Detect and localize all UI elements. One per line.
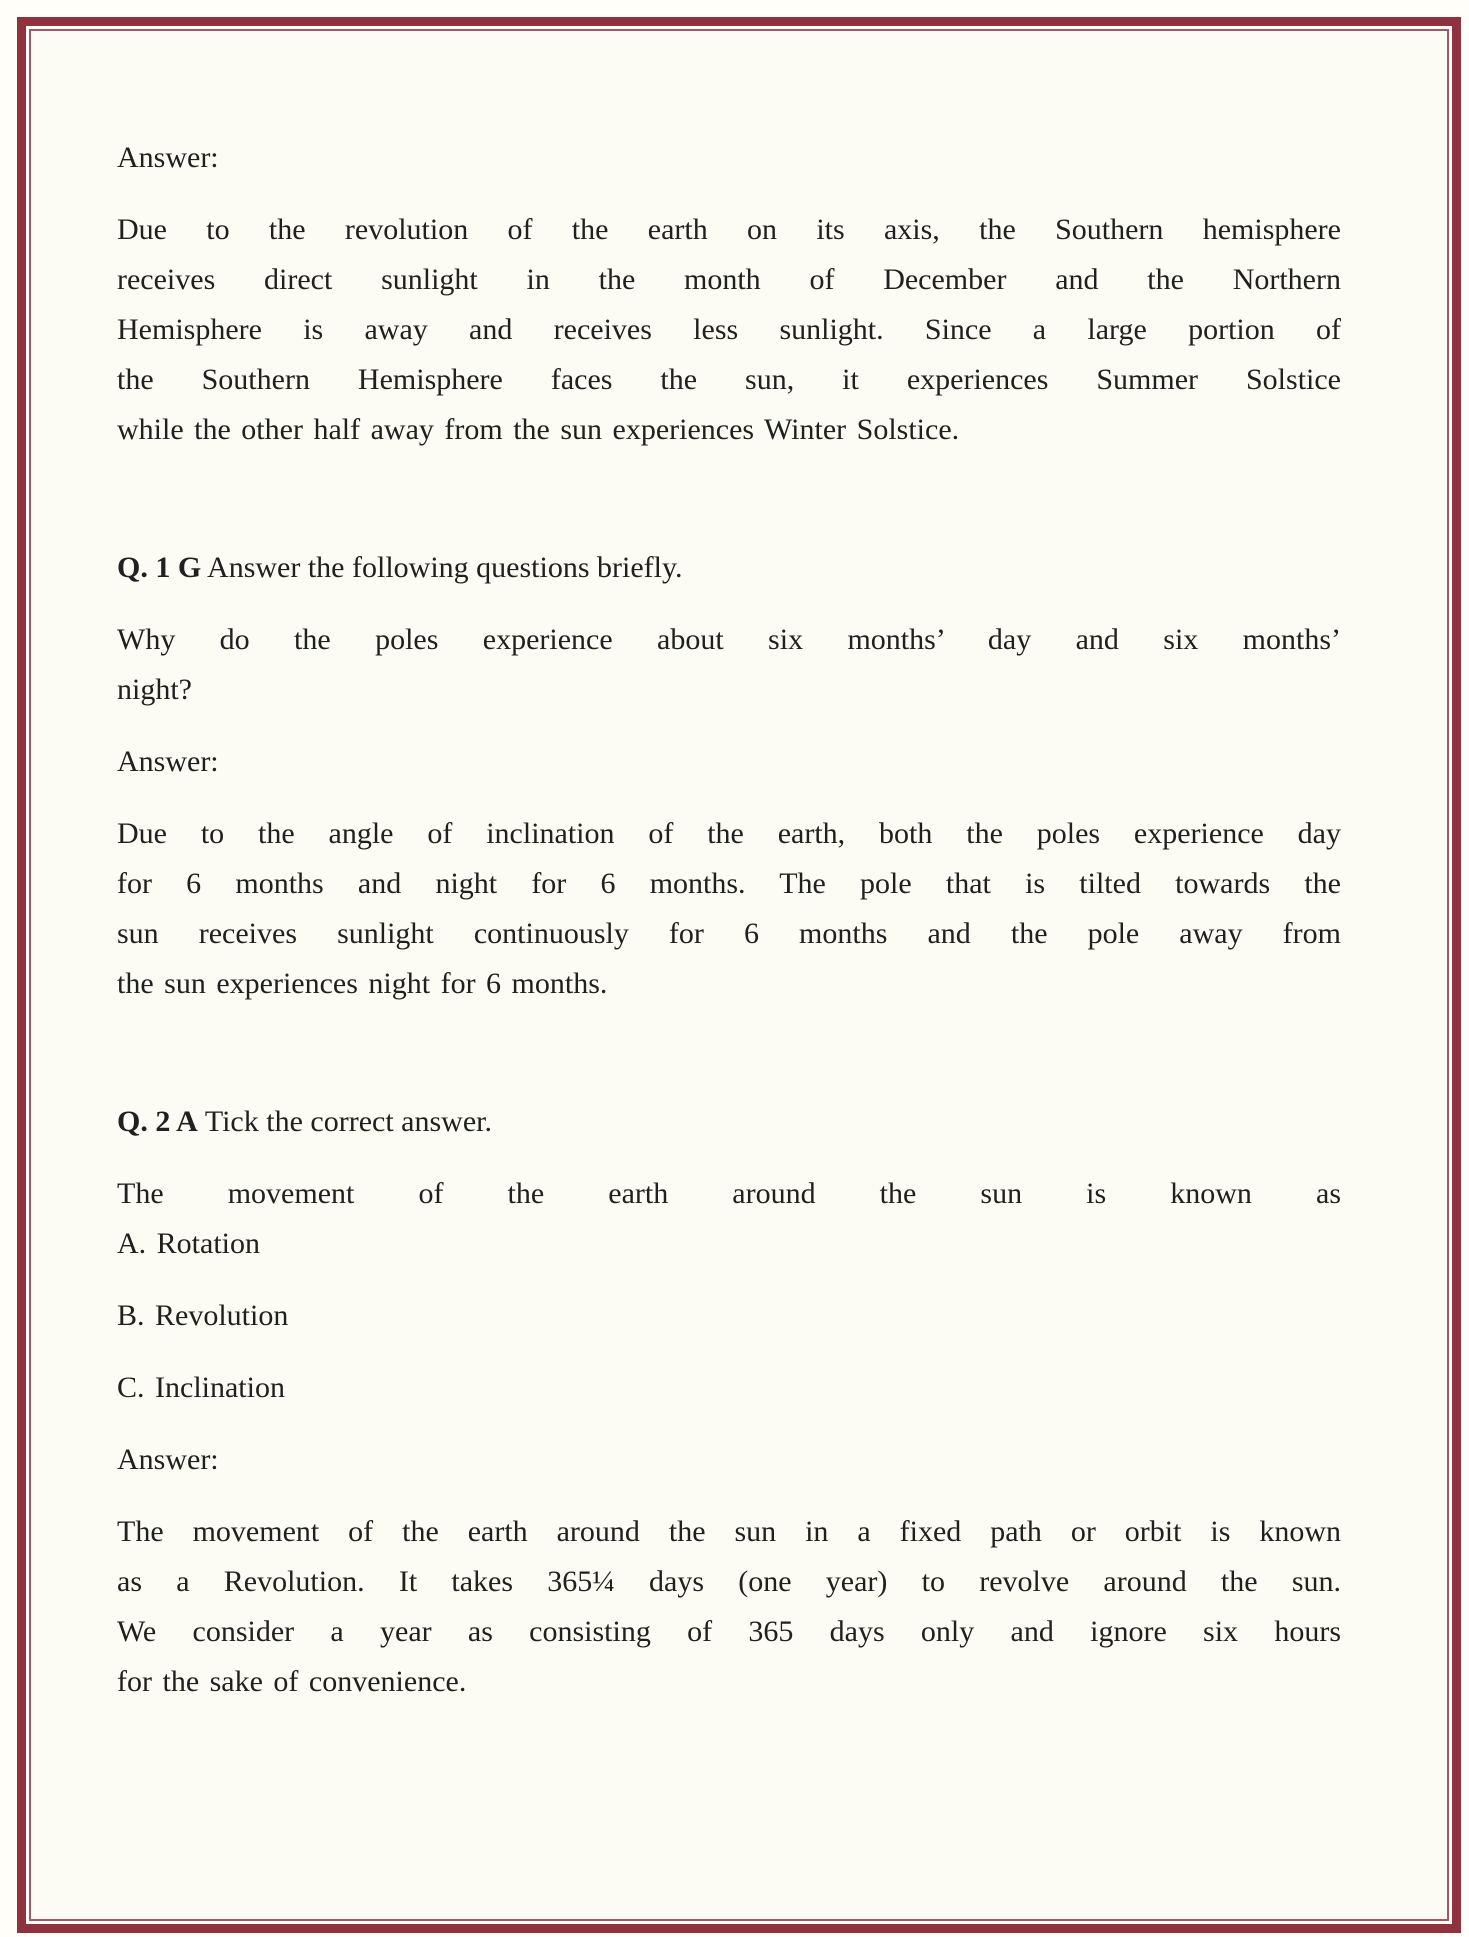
document-page-content [31,31,1447,1707]
text-line: for the sake of convenience. [117,1665,467,1698]
answer-label-text: Answer: [117,141,219,174]
text-line: night? [117,673,192,706]
question-heading-text: Answer the following questions briefly. [207,551,683,584]
text-line: receives direct sunlight in the month of December and the Northern [117,263,1341,296]
text-line: as a Revolution. It takes 365¼ days (one year) to revolve around the sun. [117,1565,1341,1598]
answer-paragraph-solstice [117,205,1341,455]
text-line: Due to the angle of inclination of the earth, both the poles experience day [117,817,1341,850]
question-heading-q2a [117,1097,1341,1147]
text-line: Hemisphere is away and receives less sunlight. Since a large portion of [117,313,1341,346]
question-text-movement [117,1169,1341,1269]
question-heading-q1g [117,543,1341,593]
answer-label [117,737,1341,787]
text-line: the Southern Hemisphere faces the sun, it experiences Summer Solstice [117,363,1341,396]
text-line: Due to the revolution of the earth on its axis, the Southern hemisphere [117,213,1341,246]
question-heading-text: Tick the correct answer. [204,1105,492,1138]
page-border-frame [17,17,1461,1933]
text-line: The movement of the earth around the sun in a fixed path or orbit is known [117,1515,1341,1548]
text-line: the sun experiences night for 6 months. [117,967,608,1000]
option-c [117,1363,1341,1413]
question-number: Q. 2 A [117,1105,198,1138]
answer-paragraph-poles [117,809,1341,1009]
option-a-text: A. Rotation [117,1227,260,1260]
answer-label-text: Answer: [117,745,219,778]
text-line: while the other half away from the sun experiences Winter Solstice. [117,413,960,446]
question-number: Q. 1 G [117,551,202,584]
text-line: sun receives sunlight continuously for 6 months and the pole away from [117,917,1341,950]
text-line: We consider a year as consisting of 365 days only and ignore six hours [117,1615,1341,1648]
text-line: Why do the poles experience about six months’ day and six months’ [117,623,1341,656]
text-line: The movement of the earth around the sun is known as [117,1177,1341,1210]
option-b-text: B. Revolution [117,1299,289,1332]
answer-label [117,1435,1341,1485]
question-text-poles [117,615,1341,715]
answer-paragraph-revolution [117,1507,1341,1707]
answer-label-text: Answer: [117,1443,219,1476]
option-b [117,1291,1341,1341]
option-c-text: C. Inclination [117,1371,285,1404]
page-inner-border [29,29,1449,1921]
text-line: for 6 months and night for 6 months. The pole that is tilted towards the [117,867,1341,900]
answer-label [117,133,1341,183]
